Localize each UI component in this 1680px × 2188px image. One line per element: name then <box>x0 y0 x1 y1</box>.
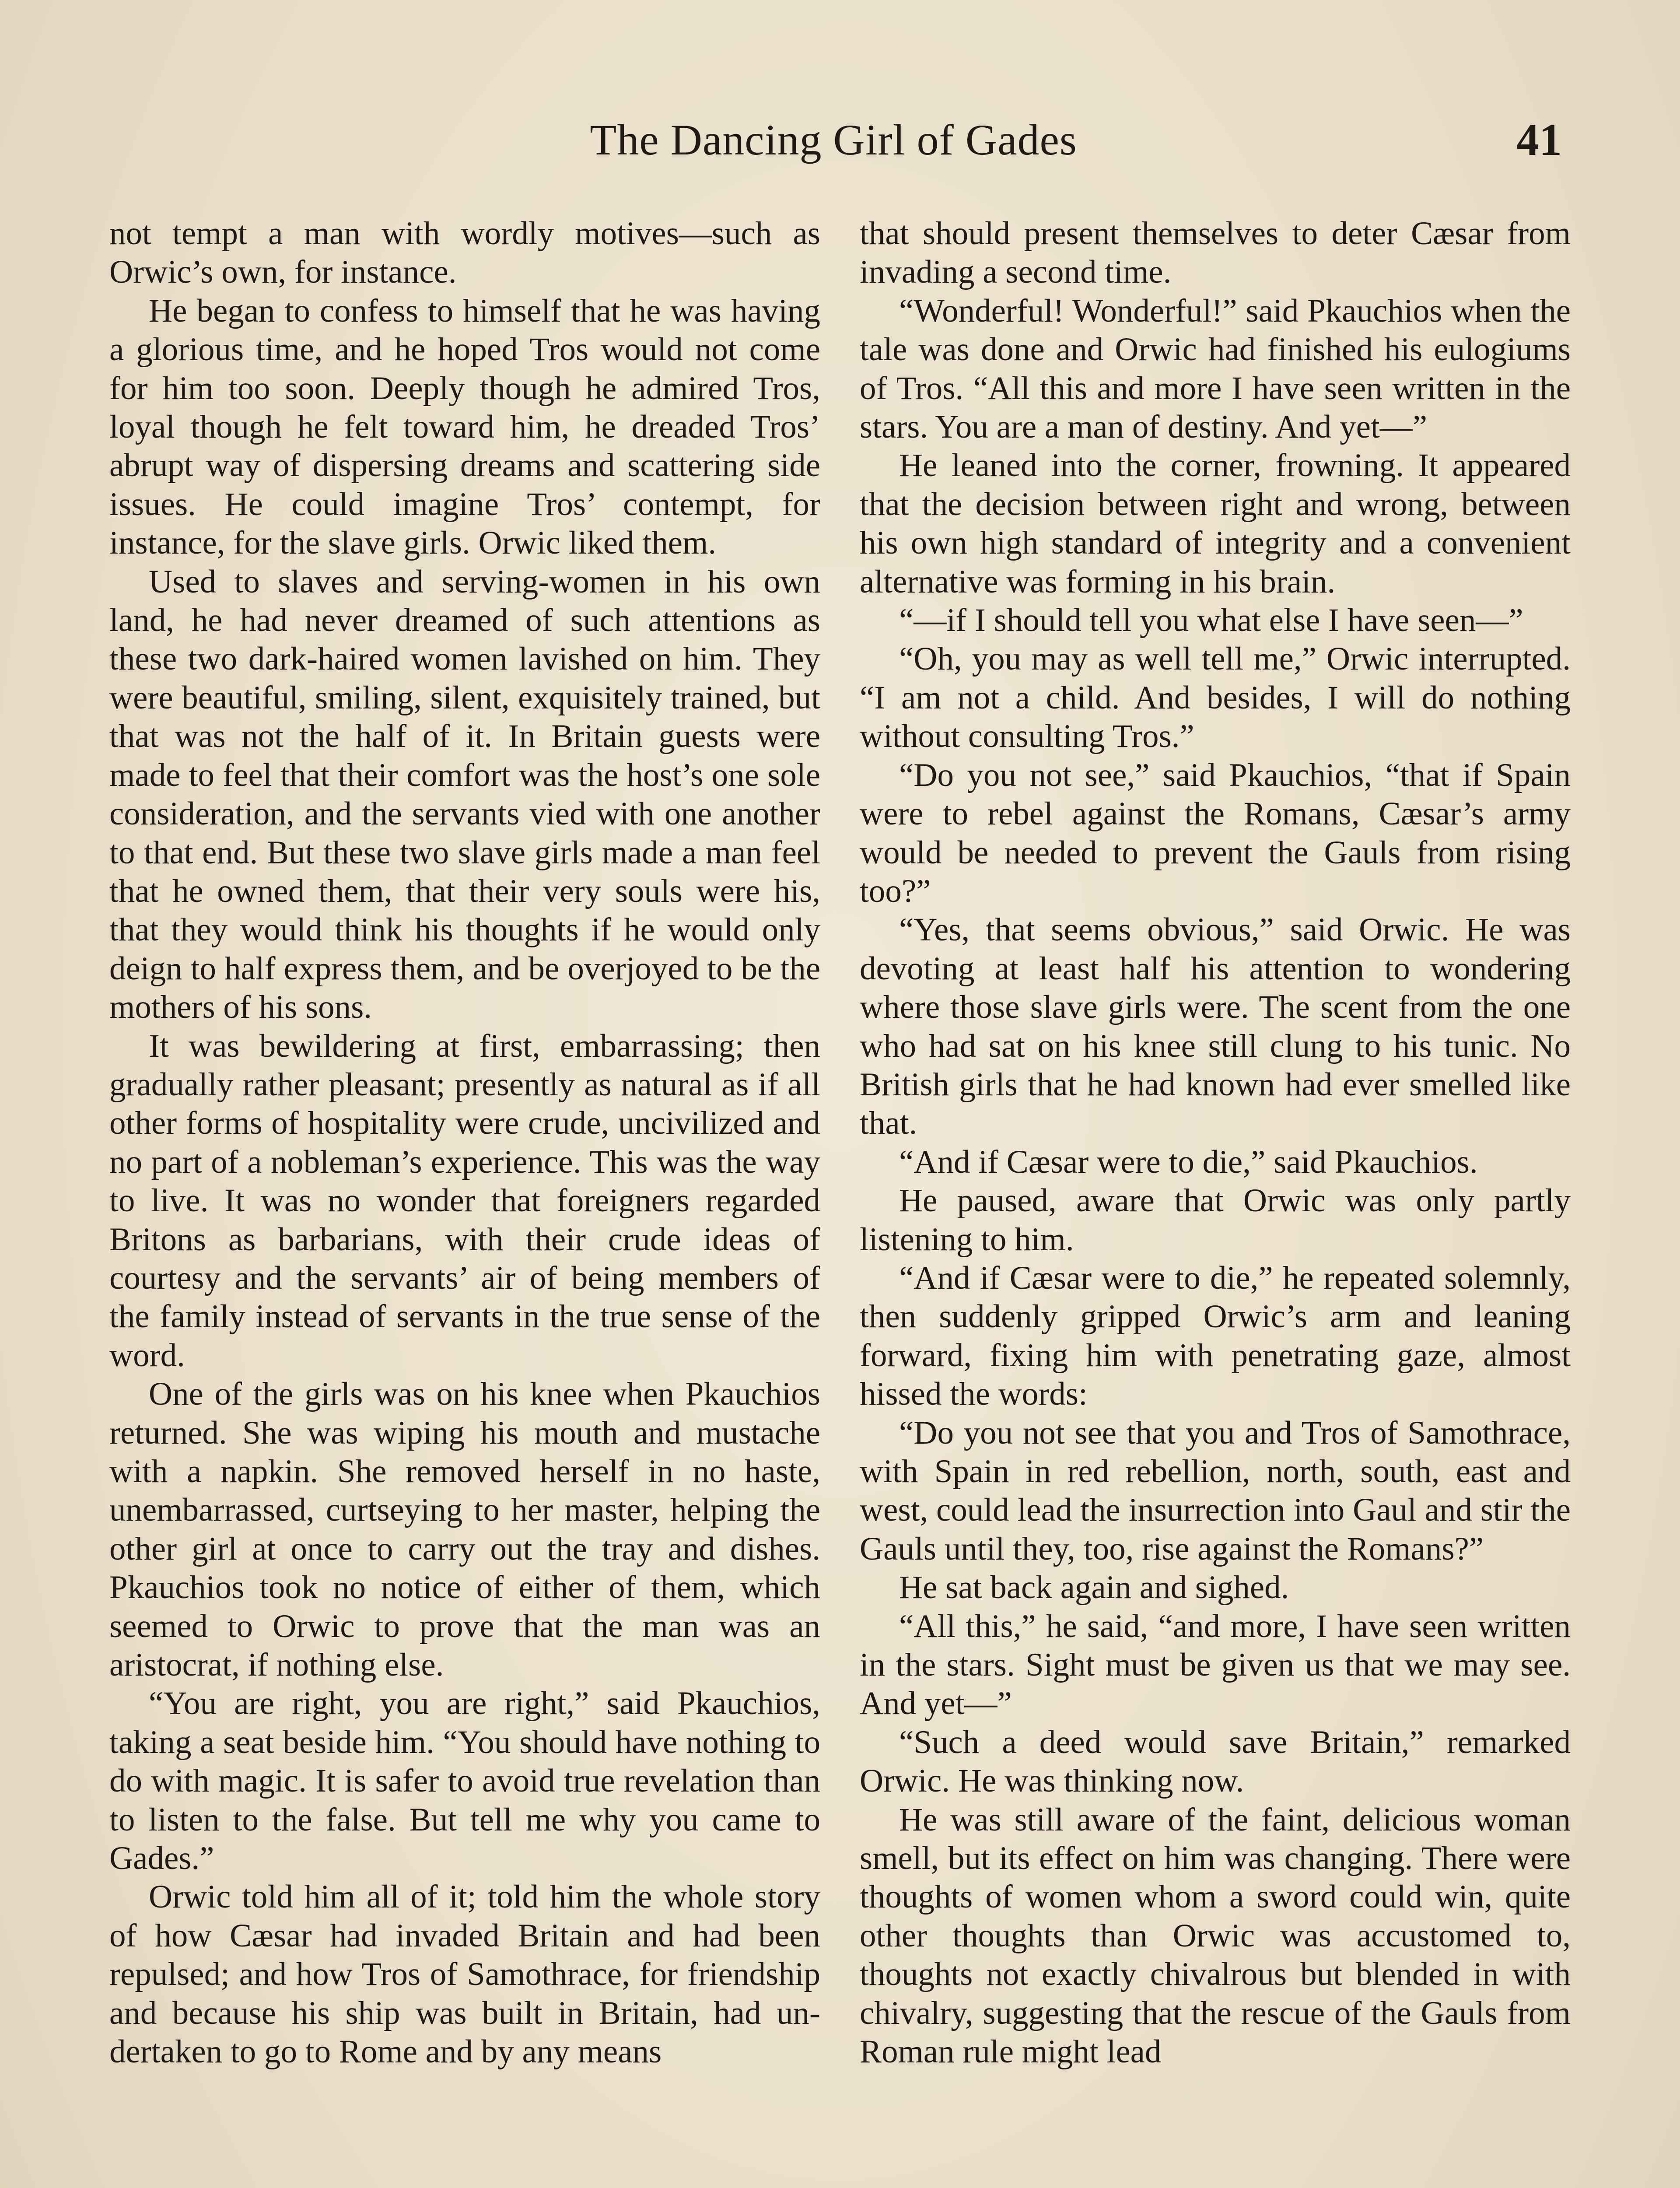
paragraph: He leaned into the corner, frowning. It appeared that the decision between right and wrong, between his own high standard of integrity and a convenient alternative was forming in his brain. <box>860 447 1571 600</box>
paragraph: “Oh, you may as well tell me,” Orwic interrupted. “I am not a child. And besides, I will do nothing without consulting Tros.” <box>860 641 1571 755</box>
left-column <box>109 214 820 2188</box>
paragraph: “Such a deed would save Britain,” remarked Orwic. He was thinking now. <box>860 1724 1571 1799</box>
right-column <box>860 214 1571 2188</box>
paragraph: He began to confess to himself that he was having a glorious time, and he hoped Tros would not come for him too soon. Deeply though he admired Tros, loyal though he felt toward him, he dreaded Tros’ abrupt way of dispersing dreams and scattering side issues. He could imagine Tros’ contempt, for instance, for the slave girls. Orwic liked them. <box>109 292 820 561</box>
paragraph: He was still aware of the faint, delicious woman smell, but its effect on him was changing. There were thoughts of women whom a sword could win, quite other thoughts than Orwic was accustomed to, thoughts not exactly chivalrous but blended in with chivalry, suggesting that the rescue of the Gauls from Roman rule might lead <box>860 1801 1571 2070</box>
paragraph: “And if Cæsar were to die,” said Pkauchios. <box>899 1143 1478 1180</box>
paragraph: “All this,” he said, “and more, I have seen written in the stars. Sight must be given us that we may see. And yet—” <box>860 1608 1571 1722</box>
paragraph: not tempt a man with wordly motives—such as Orwic’s own, for instance. <box>109 215 820 291</box>
paragraph: He sat back again and sighed. <box>899 1569 1289 1606</box>
paragraph: “Do you not see that you and Tros of Samothrace, with Spain in red rebellion, north, south, east and west, could lead the insurrection into Gaul and stir the Gauls until they, too, rise against the Romans?” <box>860 1414 1571 1567</box>
paragraph: Used to slaves and serving-women in his own land, he had never dreamed of such attentions as these two dark-haired women lavished on him. They were beautiful, smiling, silent, exquisitely trained, but that was not the half of it. In Britain guests were made to feel that their comfort was the host’s one sole consideration, and the servants vied with one another to that end. But these two slave girls made a man feel that he owned them, that their very souls were his, that they would think his thoughts if he would only deign to half express them, and be overjoyed to be the mothers of his sons. <box>109 563 820 1026</box>
paragraph: He paused, aware that Orwic was only partly listening to him. <box>860 1182 1571 1258</box>
paragraph: “—if I should tell you what else I have seen—” <box>899 602 1523 639</box>
paragraph: “Do you not see,” said Pkauchios, “that if Spain were to rebel against the Romans, Cæsar’s army would be needed to prevent the Gauls from rising too?” <box>860 757 1571 909</box>
paragraph: “Wonderful! Wonderful!” said Pkauchios when the tale was done and Orwic had finished his eulogiums of Tros. “All this and more I have seen written in the stars. You are a man of destiny. And yet—” <box>860 292 1571 445</box>
paragraph: that should present themselves to deter Cæsar from invading a second time. <box>860 215 1571 291</box>
paragraph: “You are right, you are right,” said Pkauchios, taking a seat beside him. “You should have nothing to do with magic. It is safer to avoid true revelation than to listen to the false. But tell me why you came to Gades.” <box>109 1685 820 1877</box>
running-head <box>105 112 1562 177</box>
paragraph: “And if Cæsar were to die,” he repeated solemnly, then suddenly gripped Orwic’s arm and leaning forward, fixing him with penetrating gaze, almost hissed the words: <box>860 1259 1571 1413</box>
page-number: 41 <box>1516 115 1562 165</box>
page-title: The Dancing Girl of Gades <box>590 116 1077 164</box>
paragraph: “Yes, that seems obvious,” said Orwic. He was devoting at least half his attention to wondering where those slave girls were. The scent from the one who had sat on his knee still clung to his tunic. No British girls that he had known had ever smelled like that. <box>860 912 1571 1142</box>
paragraph: Orwic told him all of it; told him the whole story of how Cæsar had invaded Britain and had been repulsed; and how Tros of Samothrace, for friendship and because his ship was built in Britain, had undertaken to go to Rome and by any means <box>109 1879 820 2070</box>
paragraph: One of the girls was on his knee when Pkauchios returned. She was wiping his mouth and mustache with a napkin. She removed herself in no haste, unembarrassed, curtseying to her master, helping the other girl at once to carry out the tray and dishes. Pkauchios took no notice of either of them, which seemed to Orwic to prove that the man was an aristocrat, if nothing else. <box>109 1376 820 1683</box>
paragraph: It was bewildering at first, embarrassing; then gradually rather pleasant; presently as natural as if all other forms of hospitality were crude, uncivilized and no part of a nobleman’s experience. This was the way to live. It was no wonder that foreigners regarded Britons as barbarians, with their crude ideas of courtesy and the servants’ air of being members of the family instead of servants in the true sense of the word. <box>109 1027 820 1374</box>
